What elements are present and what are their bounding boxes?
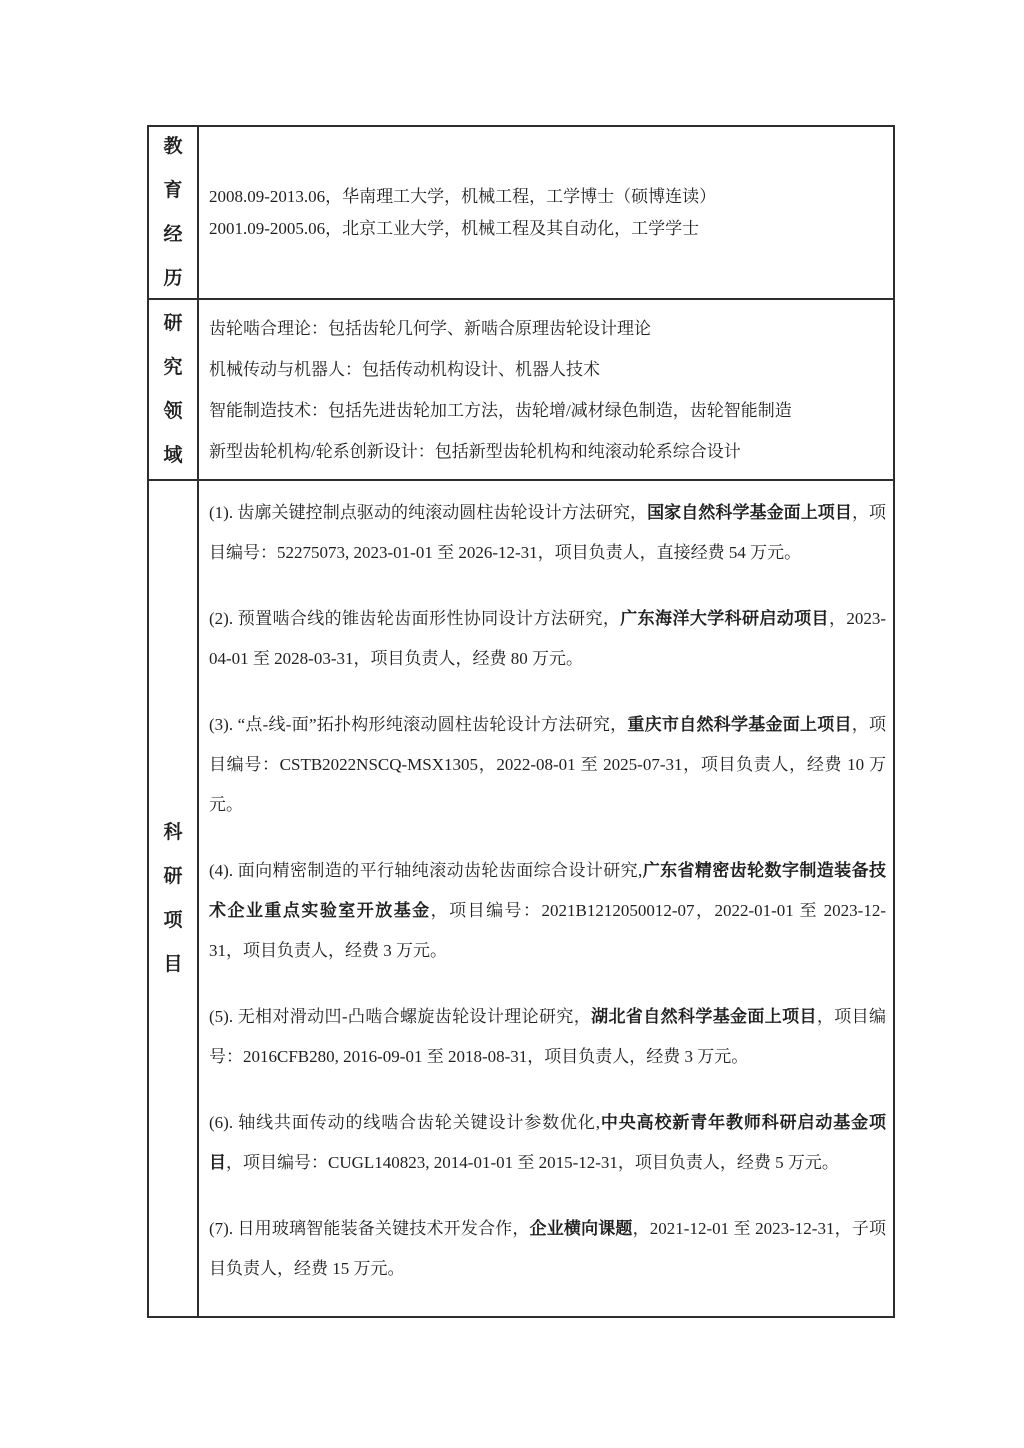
- research-area-entry: 智能制造技术：包括先进齿轮加工方法，齿轮增/减材绿色制造，齿轮智能制造: [209, 400, 792, 420]
- project-funding-source: 中央高校新青年教师科研启动基金项目: [209, 1113, 887, 1172]
- project-funding-source: 广东海洋大学科研启动项目: [620, 609, 829, 628]
- research-areas-row-header: [149, 300, 199, 479]
- project-item: [209, 599, 886, 679]
- project-details: ，项目编号：CUGL140823, 2014-01-01 至 2015-12-31，项目负责人，经费 5 万元。: [226, 1153, 839, 1172]
- project-description: (1). 齿廓关键控制点驱动的纯滚动圆柱齿轮设计方法研究，: [209, 503, 648, 522]
- cv-table: [147, 125, 895, 1318]
- project-item: [209, 997, 886, 1077]
- project-funding-source: 国家自然科学基金面上项目: [647, 503, 852, 522]
- education-entry: 2008.09-2013.06，华南理工大学，机械工程，工学博士（硕博连读）: [209, 186, 717, 206]
- project-description: (2). 预置啮合线的锥齿轮齿面形性协同设计方法研究，: [209, 609, 621, 628]
- project-item: [209, 1209, 886, 1289]
- project-details: ，项目编号：2021B1212050012-07，2022-01-01 至 2023-12-31，项目负责人，经费 3 万元。: [209, 901, 887, 960]
- project-details: ，项目编号：CSTB2022NSCQ-MSX1305，2022-08-01 至 2025-07-31，项目负责人，经费 10 万元。: [209, 715, 887, 814]
- research-projects-row: [149, 479, 893, 1316]
- project-description: (4). 面向精密制造的平行轴纯滚动齿轮齿面综合设计研究,: [209, 861, 643, 880]
- project-item: [209, 851, 886, 971]
- project-description: (7). 日用玻璃智能装备关键技术开发合作，: [209, 1219, 530, 1238]
- education-content: [199, 127, 893, 298]
- project-description: (6). 轴线共面传动的线啮合齿轮关键设计参数优化,: [209, 1113, 600, 1132]
- project-funding-source: 湖北省自然科学基金面上项目: [591, 1007, 817, 1026]
- education-row-header: [149, 127, 199, 298]
- research-areas-row: [149, 298, 893, 479]
- project-item: [209, 705, 886, 825]
- research-areas-content: [199, 300, 893, 479]
- research-area-entry: 机械传动与机器人：包括传动机构设计、机器人技术: [209, 359, 600, 379]
- project-funding-source: 企业横向课题: [529, 1219, 633, 1238]
- project-details: ，项目编号：52275073, 2023-01-01 至 2026-12-31，项目负责人，直接经费 54 万元。: [209, 503, 887, 562]
- project-details: ，2023-04-01 至 2028-03-31，项目负责人，经费 80 万元。: [209, 609, 886, 668]
- project-description: (3). “点-线-面”拓扑构形纯滚动圆柱齿轮设计方法研究，: [209, 715, 628, 734]
- education-row-label: 教育经历: [163, 135, 183, 289]
- project-details: ，2021-12-01 至 2023-12-31，子项目负责人，经费 15 万元。: [209, 1219, 886, 1278]
- project-funding-source: 重庆市自然科学基金面上项目: [627, 715, 852, 734]
- research-area-entry: 齿轮啮合理论：包括齿轮几何学、新啮合原理齿轮设计理论: [209, 318, 651, 338]
- project-details: ，项目编号：2016CFB280, 2016-09-01 至 2018-08-31，项目负责人，经费 3 万元。: [209, 1007, 887, 1066]
- project-item: [209, 1103, 886, 1183]
- education-entry: 2001.09-2005.06，北京工业大学，机械工程及其自动化，工学学士: [209, 218, 700, 238]
- research-projects-row-header: [149, 481, 199, 1316]
- education-row: [149, 127, 893, 298]
- research-projects-row-label: 科研项目: [163, 821, 183, 975]
- research-areas-row-label: 研究领域: [163, 312, 183, 466]
- research-area-entry: 新型齿轮机构/轮系创新设计：包括新型齿轮机构和纯滚动轮系综合设计: [209, 441, 741, 461]
- project-item: [209, 493, 886, 573]
- project-description: (5). 无相对滑动凹-凸啮合螺旋齿轮设计理论研究，: [209, 1007, 592, 1026]
- project-funding-source: 广东省精密齿轮数字制造装备技术企业重点实验室开放基金: [209, 861, 886, 920]
- research-projects-content: [199, 481, 893, 1316]
